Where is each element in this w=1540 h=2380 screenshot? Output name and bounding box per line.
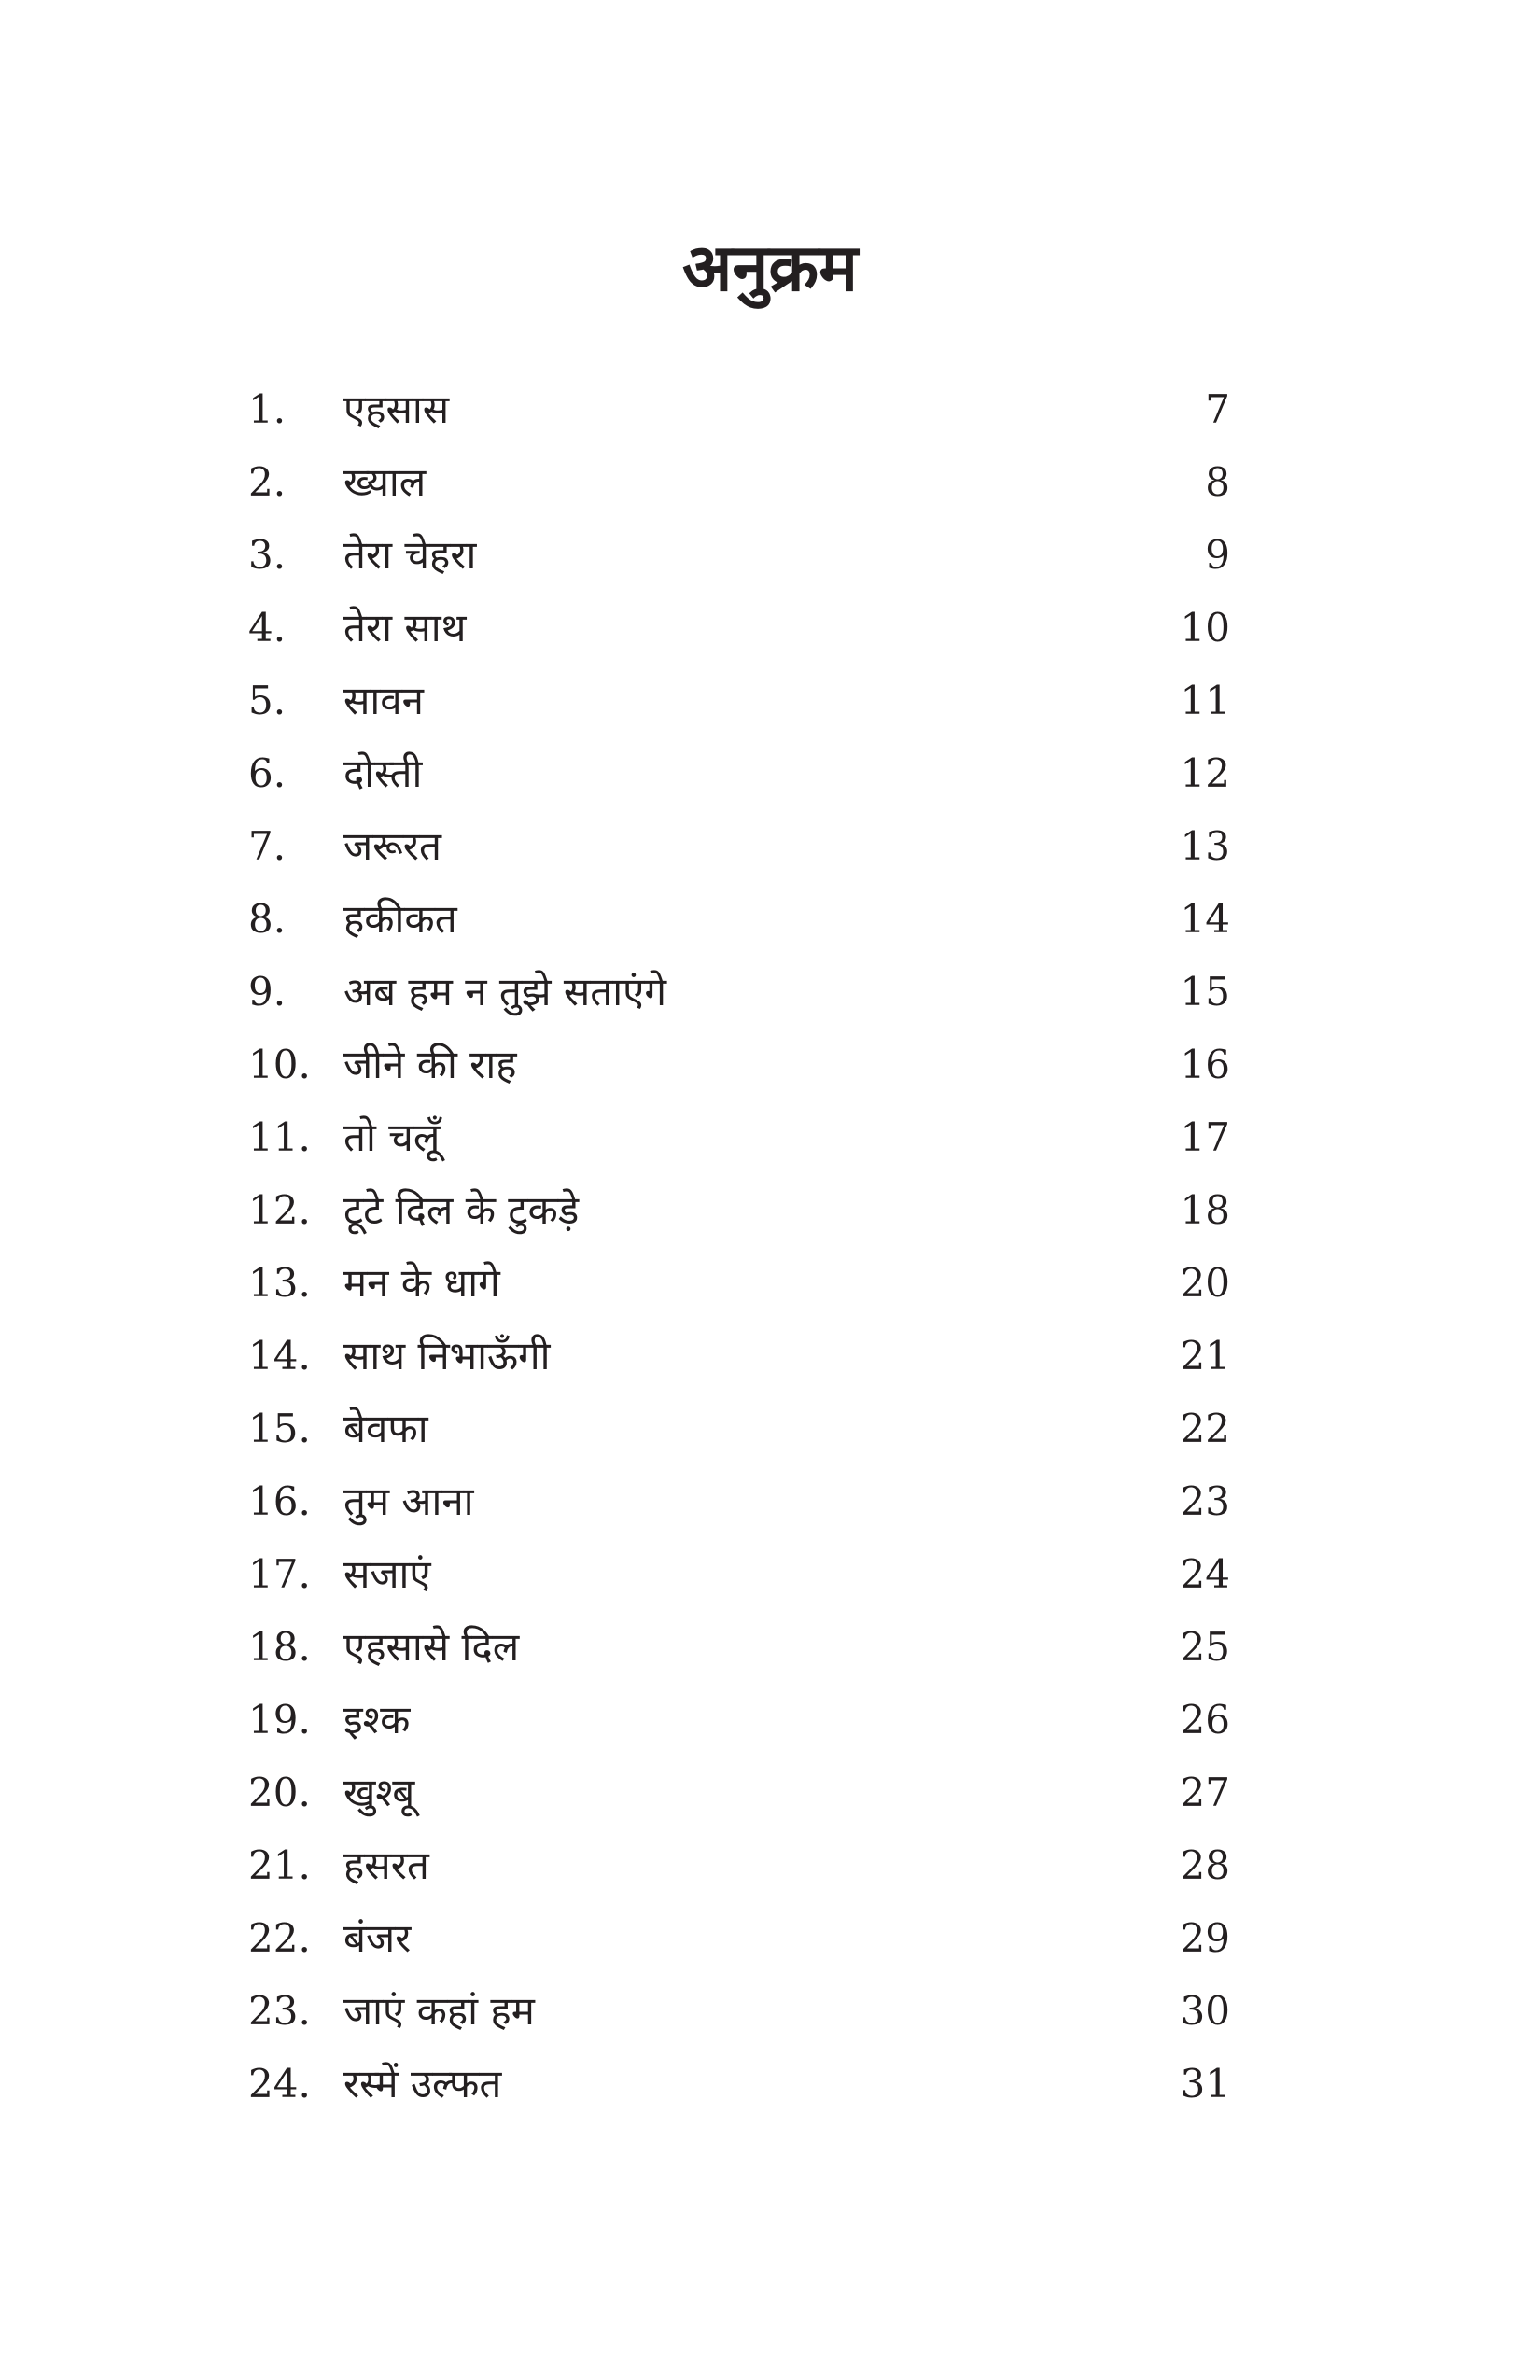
toc-entry-number: 21. [248,1842,311,1888]
toc-entry [248,883,1230,956]
toc-entry-number: 18. [248,1624,311,1670]
toc-entry-page-number: 24 [1180,1551,1230,1597]
toc-entry [248,1684,1230,1757]
toc-entry-number: 1. [248,386,287,432]
toc-entry-title: सावन [343,678,424,723]
toc-entry-title: जाएं कहां हम [343,1988,535,2034]
toc-entry-number: 16. [248,1478,311,1524]
toc-entry-page-number: 30 [1180,1988,1230,2034]
toc-entry-number: 8. [248,896,287,942]
toc-entry-page-number: 27 [1180,1770,1230,1815]
toc-entry-title: हसरत [343,1842,429,1888]
toc-entry-title: साथ निभाऊँगी [343,1333,551,1379]
toc-entry-number: 9. [248,969,287,1015]
toc-entry-number: 20. [248,1770,311,1815]
toc-entry-title: जीने की राह [343,1042,517,1087]
toc-entry-page-number: 29 [1180,1915,1230,1961]
toc-entry-title: हकीकत [343,896,457,942]
toc-entry-number: 15. [248,1406,311,1451]
toc-entry-page-number: 26 [1180,1697,1230,1743]
toc-entry [248,1902,1230,1975]
toc-entry-title: रस्में उल्फत [343,2061,502,2107]
toc-entry-title: मन के धागे [343,1260,500,1306]
toc-entry-page-number: 31 [1180,2061,1230,2107]
toc-entry [248,1029,1230,1101]
toc-entry-title: तेरा साथ [343,605,467,651]
toc-entry-number: 10. [248,1042,311,1087]
toc-entry-number: 3. [248,532,287,578]
toc-entry [248,1611,1230,1684]
toc-entry [248,519,1230,592]
toc-entry-page-number: 15 [1180,969,1230,1015]
toc-entry-page-number: 18 [1180,1187,1230,1233]
toc-entry-page-number: 13 [1180,823,1230,869]
toc-entry-title: दोस्ती [343,750,423,796]
toc-entry [248,956,1230,1029]
toc-entry [248,1757,1230,1829]
toc-entry-page-number: 16 [1180,1042,1230,1087]
toc-entry-title: तो चलूँ [343,1114,441,1160]
toc-entry-page-number: 20 [1180,1260,1230,1306]
toc-entry-number: 14. [248,1333,311,1379]
toc-entry-title: खुश्बू [343,1770,415,1815]
toc-entry-page-number: 7 [1205,386,1230,432]
toc-entry-page-number: 11 [1180,678,1230,723]
toc-entry-number: 2. [248,459,287,505]
toc-entry [248,1975,1230,2048]
toc-entry-title: इश्क [343,1697,411,1743]
toc-entry-page-number: 12 [1180,750,1230,796]
toc-entry [248,592,1230,665]
toc-entry-number: 7. [248,823,287,869]
toc-entry [248,1247,1230,1320]
toc-entry [248,810,1230,883]
toc-entry-title: बंजर [343,1915,412,1961]
toc-entry [248,446,1230,519]
page-title: अनुक्रम [682,230,858,306]
toc-entry [248,1320,1230,1393]
toc-entry-number: 17. [248,1551,311,1597]
toc-entry [248,665,1230,737]
toc-entry-page-number: 8 [1205,459,1230,505]
toc-entry-title: ख्याल [343,459,427,505]
toc-entry-title: तुम आना [343,1478,474,1524]
toc-entry [248,1393,1230,1465]
toc-entry-title: एहसासे दिल [343,1624,520,1670]
toc-entry-title: एहसास [343,386,450,432]
toc-entry-title: टूटे दिल के टुकड़े [343,1187,580,1233]
toc-entry-title: सजाएं [343,1551,431,1597]
toc-entry-number: 6. [248,750,287,796]
toc-entry-number: 13. [248,1260,311,1306]
toc-entry-page-number: 21 [1180,1333,1230,1379]
toc-entry-page-number: 22 [1180,1406,1230,1451]
toc-entry-page-number: 9 [1205,532,1230,578]
toc-entry-number: 5. [248,678,287,723]
toc-entry-number: 24. [248,2061,311,2107]
toc-entry-number: 4. [248,605,287,651]
toc-entry-page-number: 25 [1180,1624,1230,1670]
toc-entry-page-number: 23 [1180,1478,1230,1524]
toc-entry [248,737,1230,810]
toc-entry [248,1465,1230,1538]
toc-entry [248,1174,1230,1247]
toc-entry [248,1829,1230,1902]
table-of-contents [248,373,1230,2121]
toc-entry-page-number: 14 [1180,896,1230,942]
toc-entry [248,1101,1230,1174]
toc-entry-page-number: 28 [1180,1842,1230,1888]
toc-entry-number: 12. [248,1187,311,1233]
toc-entry-number: 19. [248,1697,311,1743]
toc-entry [248,373,1230,446]
toc-entry-title: अब हम न तुझे सताएंगे [343,969,666,1015]
toc-entry-page-number: 17 [1180,1114,1230,1160]
toc-entry-title: बेवफा [343,1406,428,1451]
toc-entry-number: 23. [248,1988,311,2034]
toc-entry [248,2048,1230,2121]
toc-entry-number: 11. [248,1114,311,1160]
toc-entry-title: तेरा चेहरा [343,532,477,578]
toc-entry [248,1538,1230,1611]
toc-entry-title: जरूरत [343,823,441,869]
toc-entry-number: 22. [248,1915,311,1961]
toc-entry-page-number: 10 [1180,605,1230,651]
